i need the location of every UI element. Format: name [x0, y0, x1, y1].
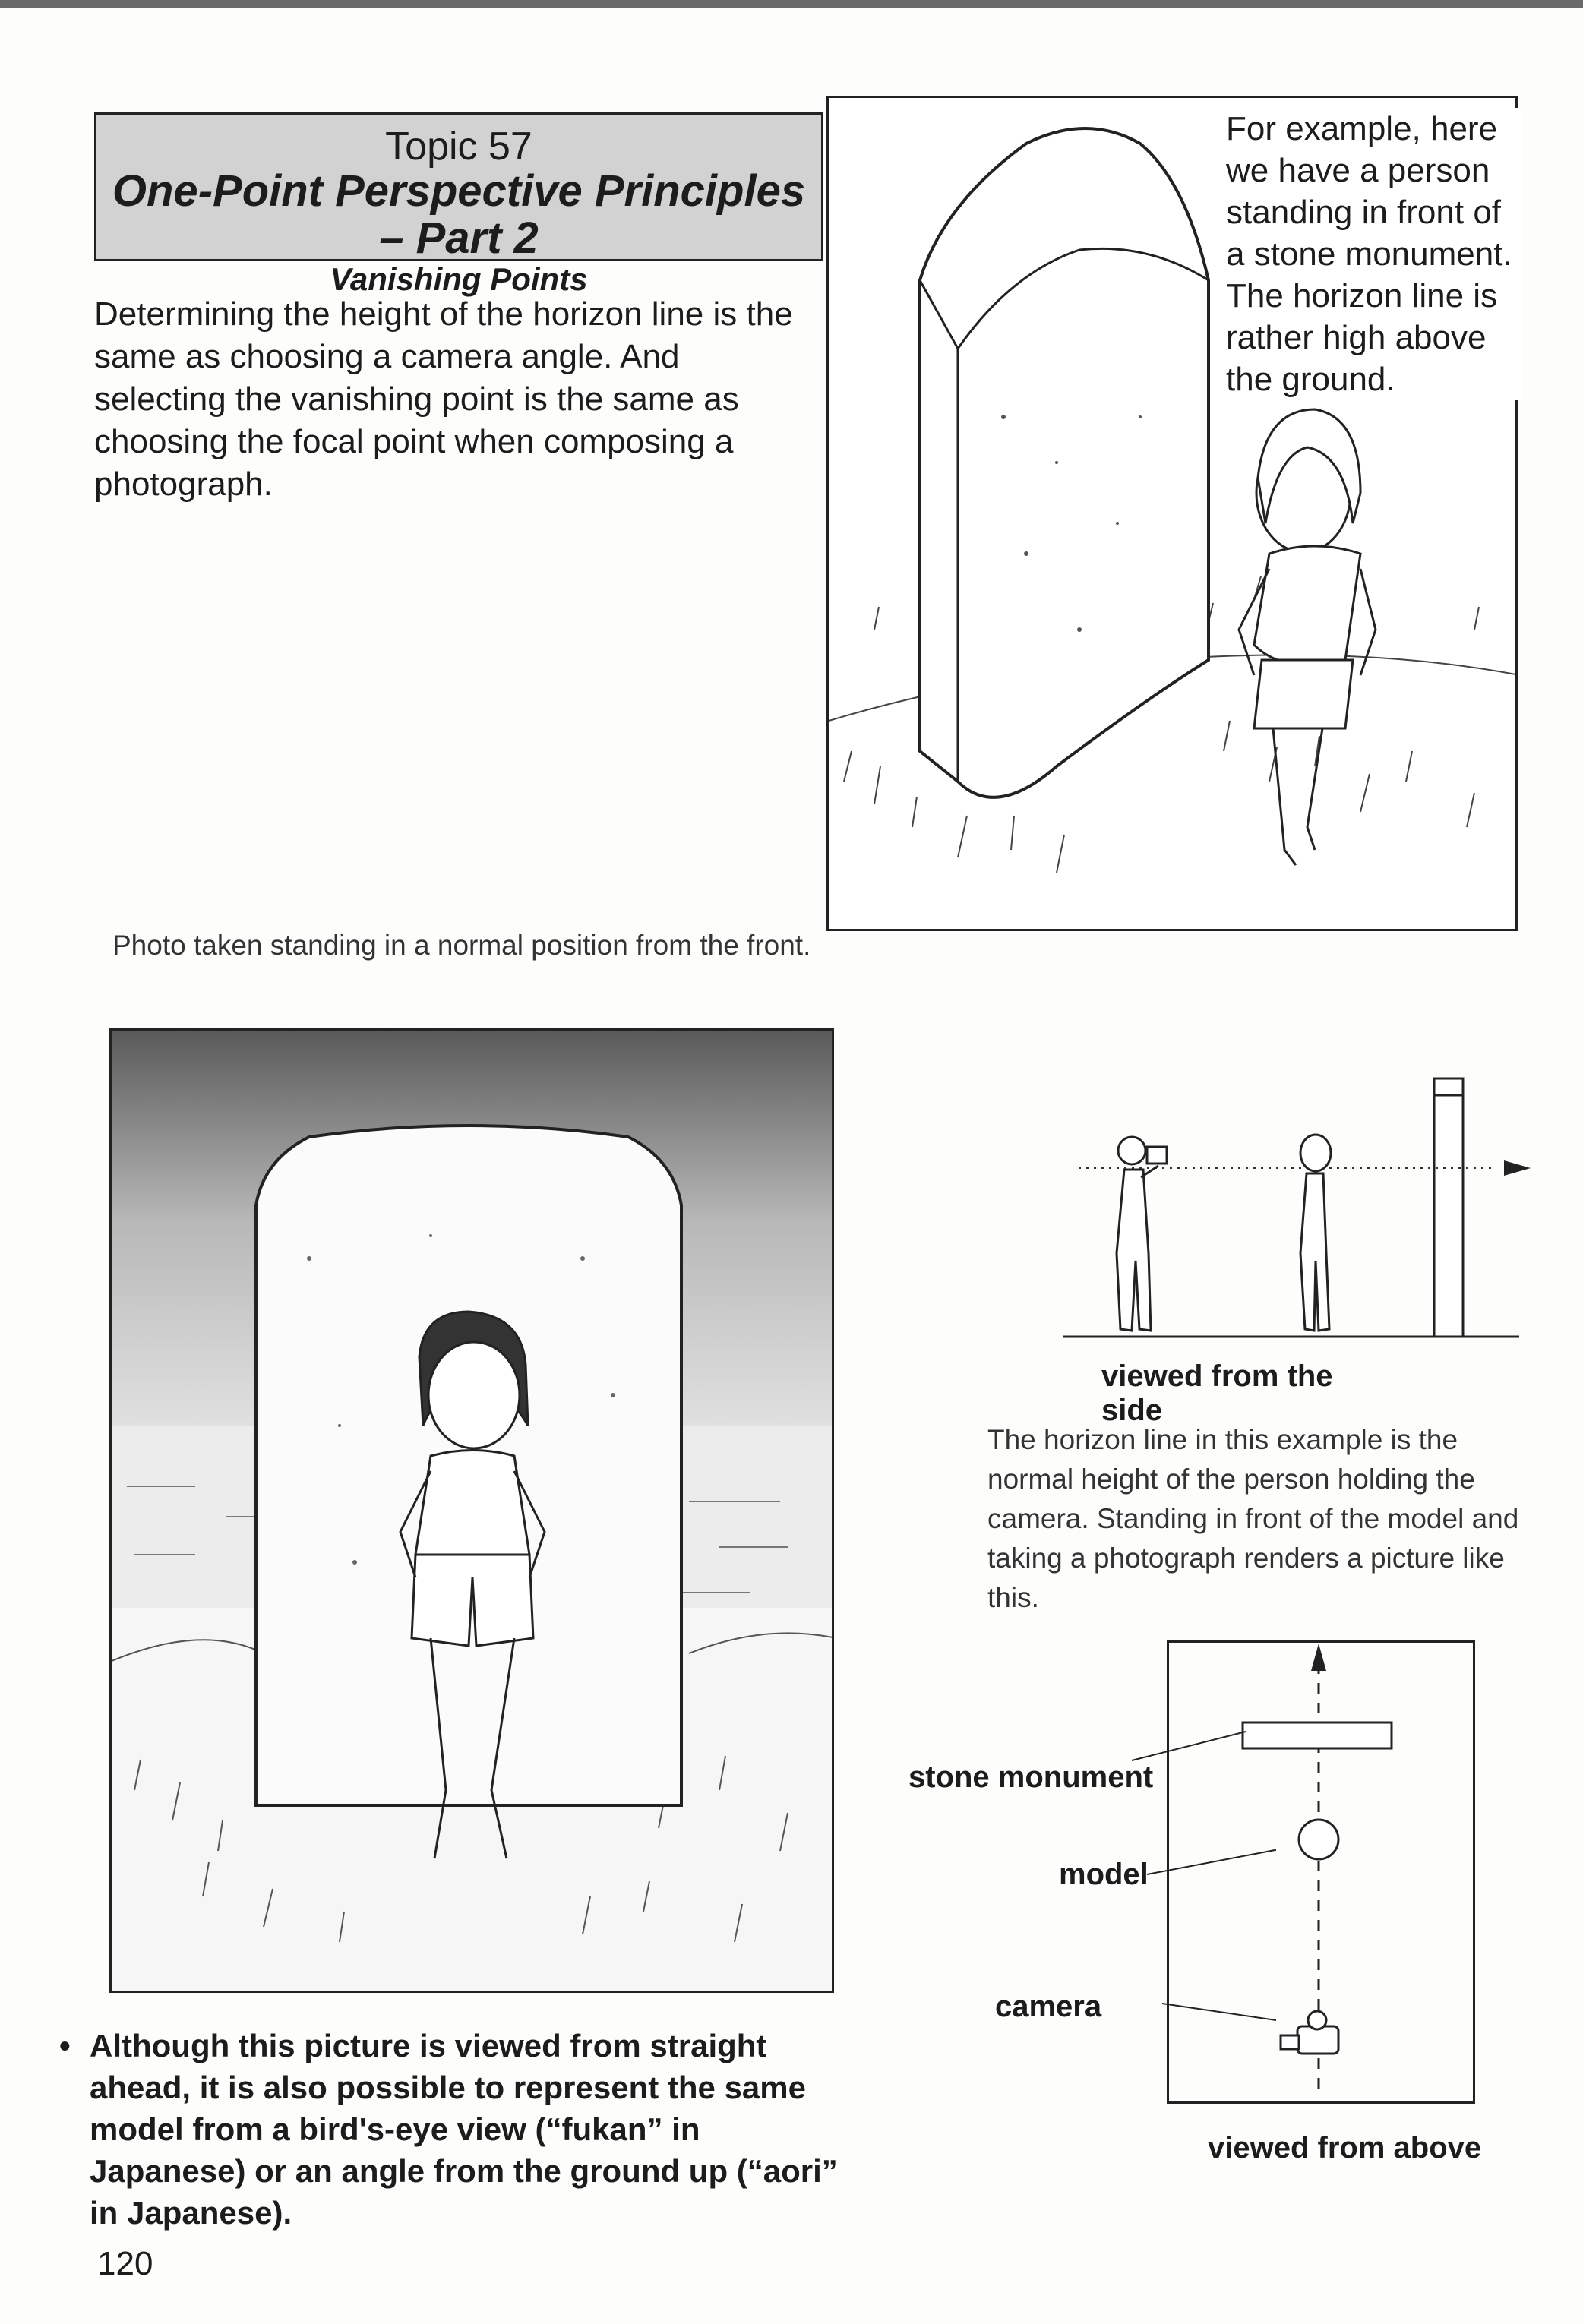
- horizon-arrow: [1504, 1160, 1531, 1176]
- model-label: model: [1059, 1858, 1149, 1891]
- model-figure-side: [1300, 1135, 1331, 1331]
- topic-title-box: [94, 112, 823, 297]
- side-view-diagram: [1048, 1063, 1534, 1352]
- camera-label: camera: [995, 1990, 1102, 2023]
- photographer-figure: [1117, 1137, 1167, 1331]
- side-view-explanation: The horizon line in this example is the normal height of the person holding the camera. Standing in front of the model and taking a photograph renders a picture like this.: [987, 1424, 1519, 1613]
- stone-monument-label: stone monument: [908, 1760, 1154, 1794]
- camera-top: [1281, 2011, 1338, 2054]
- model-top: [1299, 1820, 1338, 1859]
- top-view-label: viewed from above: [1208, 2131, 1482, 2165]
- bullet-text: Although this picture is viewed from straight ahead, it is also possible to represent the same model from a bird's-eye view (“fukan” in Japanese) or an angle from the ground up (“aori” in Japanese).: [90, 2028, 838, 2231]
- topic-subtitle: Vanishing Points: [330, 261, 588, 297]
- photo-caption: Photo taken standing in a normal position from the front.: [112, 930, 811, 961]
- topic-number: Topic 57: [385, 125, 532, 169]
- direction-arrow: [1311, 1644, 1326, 1671]
- page-number: 120: [97, 2245, 153, 2282]
- side-view-label: viewed from the side: [1101, 1359, 1333, 1427]
- monument-front-drawing: [112, 1031, 834, 1993]
- monument-side: [1434, 1078, 1463, 1337]
- topic-title: One-Point Perspective Principles – Part 2: [112, 166, 806, 263]
- bullet-symbol: •: [59, 2028, 71, 2063]
- page-top-border: [0, 0, 1583, 8]
- bullet-note: [59, 2025, 864, 2234]
- intro-paragraph: Determining the height of the horizon line is the same as choosing a camera angle. And selecting the vanishing point is the same as choosing the focal point when composing a photograph.: [94, 295, 793, 503]
- panel1-caption: For example, here we have a person standing in front of a stone monument. The horizon line is rather high above the ground.: [1226, 108, 1522, 400]
- illustration-monument-front: [109, 1028, 834, 1993]
